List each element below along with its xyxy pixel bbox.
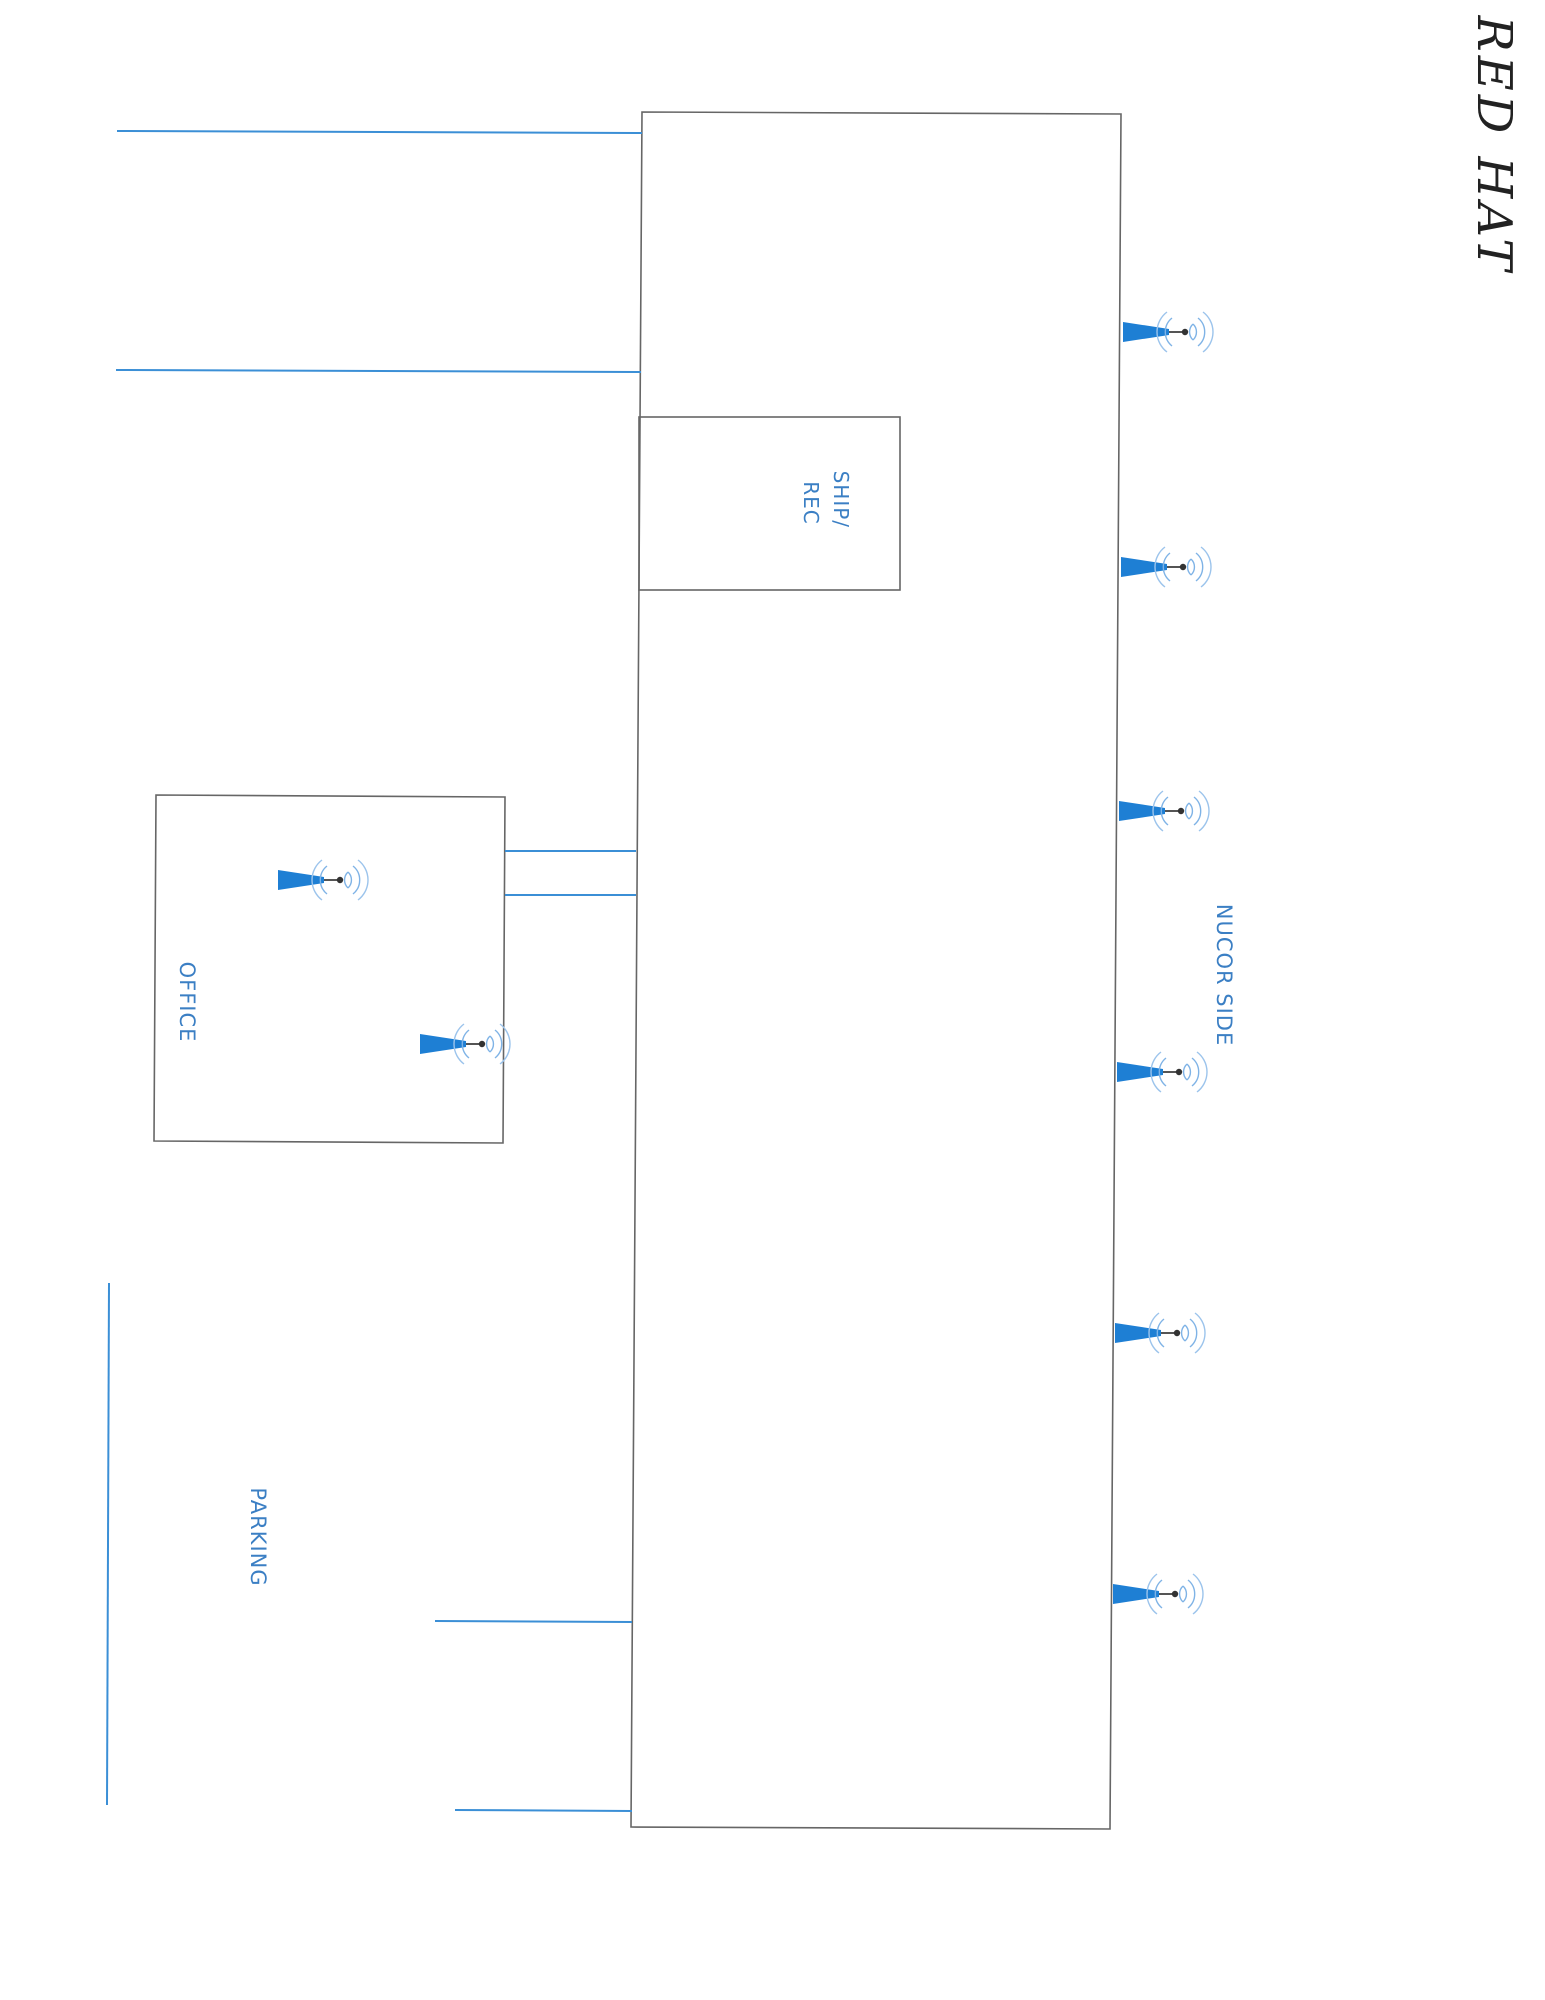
office-label: OFFICE [175, 961, 199, 1043]
parking-boundary-line [107, 1283, 109, 1805]
boundary-line-bottom-1 [435, 1621, 632, 1622]
wifi-antenna-icon [1115, 1313, 1205, 1353]
handwritten-note-text: RED HAT [1466, 15, 1522, 275]
wifi-antenna-icon [1113, 1574, 1203, 1614]
ship-rec-label: SHIP/ REC [799, 470, 853, 529]
wifi-antenna-icon [1121, 547, 1211, 587]
boundary-line-top-2 [116, 370, 641, 372]
main-building [631, 112, 1121, 1829]
wifi-antenna-icon [1117, 1052, 1207, 1092]
parking-label: PARKING [246, 1487, 270, 1587]
wifi-antenna-icon [420, 1024, 510, 1064]
wifi-antenna-icon [278, 860, 368, 900]
nucor-side-label: NUCOR SIDE [1212, 903, 1236, 1047]
wifi-antenna-icon [1119, 791, 1209, 831]
wifi-antenna-icon [1123, 312, 1213, 352]
boundary-line-bottom-2 [455, 1810, 632, 1811]
ship-rec-room [639, 417, 900, 590]
handwritten-note [1466, 15, 1522, 275]
office-building [154, 795, 505, 1143]
boundary-line-top-1 [117, 131, 642, 133]
